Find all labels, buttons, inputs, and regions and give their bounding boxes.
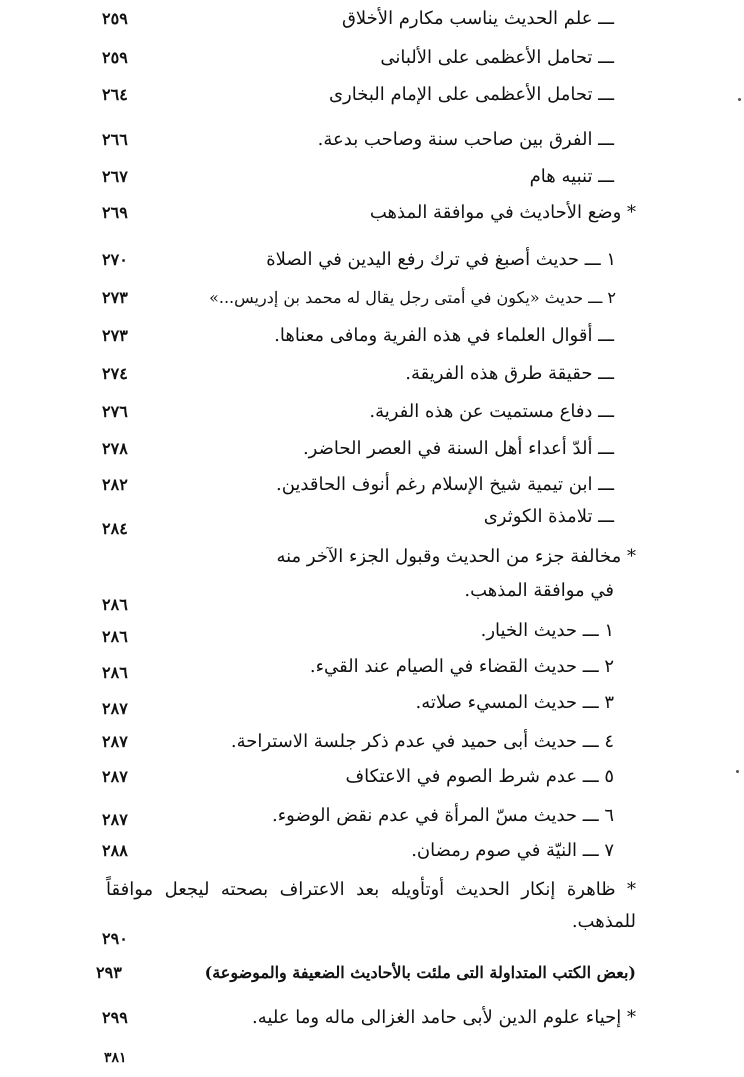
entry-page-number: ٢٨٦ [102, 663, 128, 682]
entry-title: ـــ تحامل الأعظمى على الإمام البخارى [328, 84, 614, 105]
entry-title: * مخالفة جزء من الحديث وقبول الجزء الآخر منه [276, 546, 636, 567]
entry-page-number: ٢٨٦ [102, 627, 128, 646]
toc-entry [0, 764, 744, 804]
entry-page-number: ٢٥٩ [102, 48, 128, 67]
entry-page-number: ٢٧٣ [102, 288, 128, 307]
paragraph-entry-text: * ظاهرة إنكار الحديث أوتأويله بعد الاعتراف بصحته ليجعل موافقاً للمذهب. [106, 879, 636, 932]
entry-title: ٥ ـــ عدم شرط الصوم في الاعتكاف [345, 766, 614, 787]
toc-entry [0, 436, 744, 476]
toc-entry [0, 247, 744, 287]
entry-title: ٧ ـــ النيّة في صوم رمضان. [411, 840, 614, 861]
entry-page-number: ٢٩٩ [102, 1008, 128, 1027]
entry-page-number: ٢٦٩ [102, 203, 128, 222]
toc-entry [0, 1005, 744, 1045]
toc-entry [0, 504, 744, 544]
section-heading [0, 960, 744, 1000]
entry-title: ـــ أقوال العلماء في هذه الفرية ومافى معناها. [274, 325, 614, 346]
entry-title: ـــ حقيقة طرق هذه الفريقة. [405, 363, 614, 384]
entry-title: * إحياء علوم الدين لأبى حامد الغزالى ماله وما عليه. [252, 1007, 636, 1028]
entry-title: ٢ ـــ حديث القضاء في الصيام عند القيء. [309, 656, 614, 677]
entry-page-number: ٢٨٢ [102, 475, 128, 494]
paragraph-entry-page-number: ٢٩٠ [102, 929, 128, 948]
entry-page-number: ٢٦٦ [102, 130, 128, 149]
entry-page-number: ٢٧٨ [102, 439, 128, 458]
toc-entry [0, 45, 744, 85]
toc-entry [0, 164, 744, 204]
entry-page-number: ٢٨٤ [102, 519, 128, 538]
entry-page-number: ٢٨٧ [102, 699, 128, 718]
toc-entry [0, 6, 744, 46]
toc-entry [0, 803, 744, 843]
entry-title: ـــ دفاع مستميت عن هذه الفرية. [369, 401, 614, 422]
entry-page-number: ٢٧٠ [102, 250, 128, 269]
entry-page-number: ٢٧٣ [102, 326, 128, 345]
scan-speck [736, 770, 739, 773]
entry-title: ٤ ـــ حديث أبى حميد في عدم ذكر جلسة الاستراحة. [230, 731, 614, 752]
scan-speck [738, 98, 741, 101]
toc-entry [0, 578, 744, 618]
entry-title: ١ ـــ حديث أصبغ في ترك رفع اليدين في الصلاة [266, 249, 616, 270]
entry-page-number: ٢٦٤ [102, 85, 128, 104]
entry-page-number: ٢٨٦ [102, 595, 128, 614]
entry-page-number: ٢٥٩ [102, 9, 128, 28]
entry-page-number: ٢٦٧ [102, 167, 128, 186]
entry-title: ـــ تلامذة الكوثرى [483, 506, 614, 527]
toc-entry [0, 399, 744, 439]
entry-title: ـــ تحامل الأعظمى على الألبانى [380, 47, 614, 68]
page-number: ٣٨١ [104, 1050, 127, 1066]
entry-title: في موافقة المذهب. [464, 580, 614, 601]
entry-title: ـــ الفرق بين صاحب سنة وصاحب بدعة. [317, 129, 614, 150]
toc-entry [0, 618, 744, 658]
section-heading-text: (بعض الكتب المتداولة التى ملئت بالأحاديث الضعيفة والموضوعة) [204, 963, 636, 982]
entry-title: * وضع الأحاديث في موافقة المذهب [369, 202, 636, 223]
section-heading-page-number: ٢٩٣ [96, 963, 122, 982]
entry-title: ـــ علم الحديث يناسب مكارم الأخلاق [341, 8, 614, 29]
entry-page-number: ٢٨٧ [102, 732, 128, 751]
entry-page-number: ٢٨٧ [102, 767, 128, 786]
entry-page-number: ٢٧٤ [102, 364, 128, 383]
toc-entry [0, 838, 744, 878]
entry-title: ١ ـــ حديث الخيار. [480, 620, 614, 641]
entry-page-number: ٢٨٧ [102, 810, 128, 829]
entry-page-number: ٢٨٨ [102, 841, 128, 860]
toc-entry [0, 285, 744, 325]
toc-entry [0, 361, 744, 401]
entry-title: ـــ ابن تيمية شيخ الإسلام رغم أنوف الحاقدين. [275, 474, 614, 495]
toc-entry [0, 82, 744, 122]
entry-title: ـــ ألدّ أعداء أهل السنة في العصر الحاضر. [302, 438, 614, 459]
entry-page-number: ٢٧٦ [102, 402, 128, 421]
toc-entry [0, 323, 744, 363]
entry-title: ٣ ـــ حديث المسيء صلاته. [415, 692, 614, 713]
toc-entry [0, 127, 744, 167]
toc-entry [0, 200, 744, 240]
entry-title: ٦ ـــ حديث مسّ المرأة في عدم نقض الوضوء. [271, 805, 614, 826]
toc-entry [0, 654, 744, 694]
entry-title: ٢ ـــ حديث «يكون في أمتى رجل يقال له محمد بن إدريس...» [209, 288, 616, 307]
toc-entry [0, 690, 744, 730]
toc-entry [0, 729, 744, 769]
entry-title: ـــ تنبيه هام [529, 166, 614, 187]
